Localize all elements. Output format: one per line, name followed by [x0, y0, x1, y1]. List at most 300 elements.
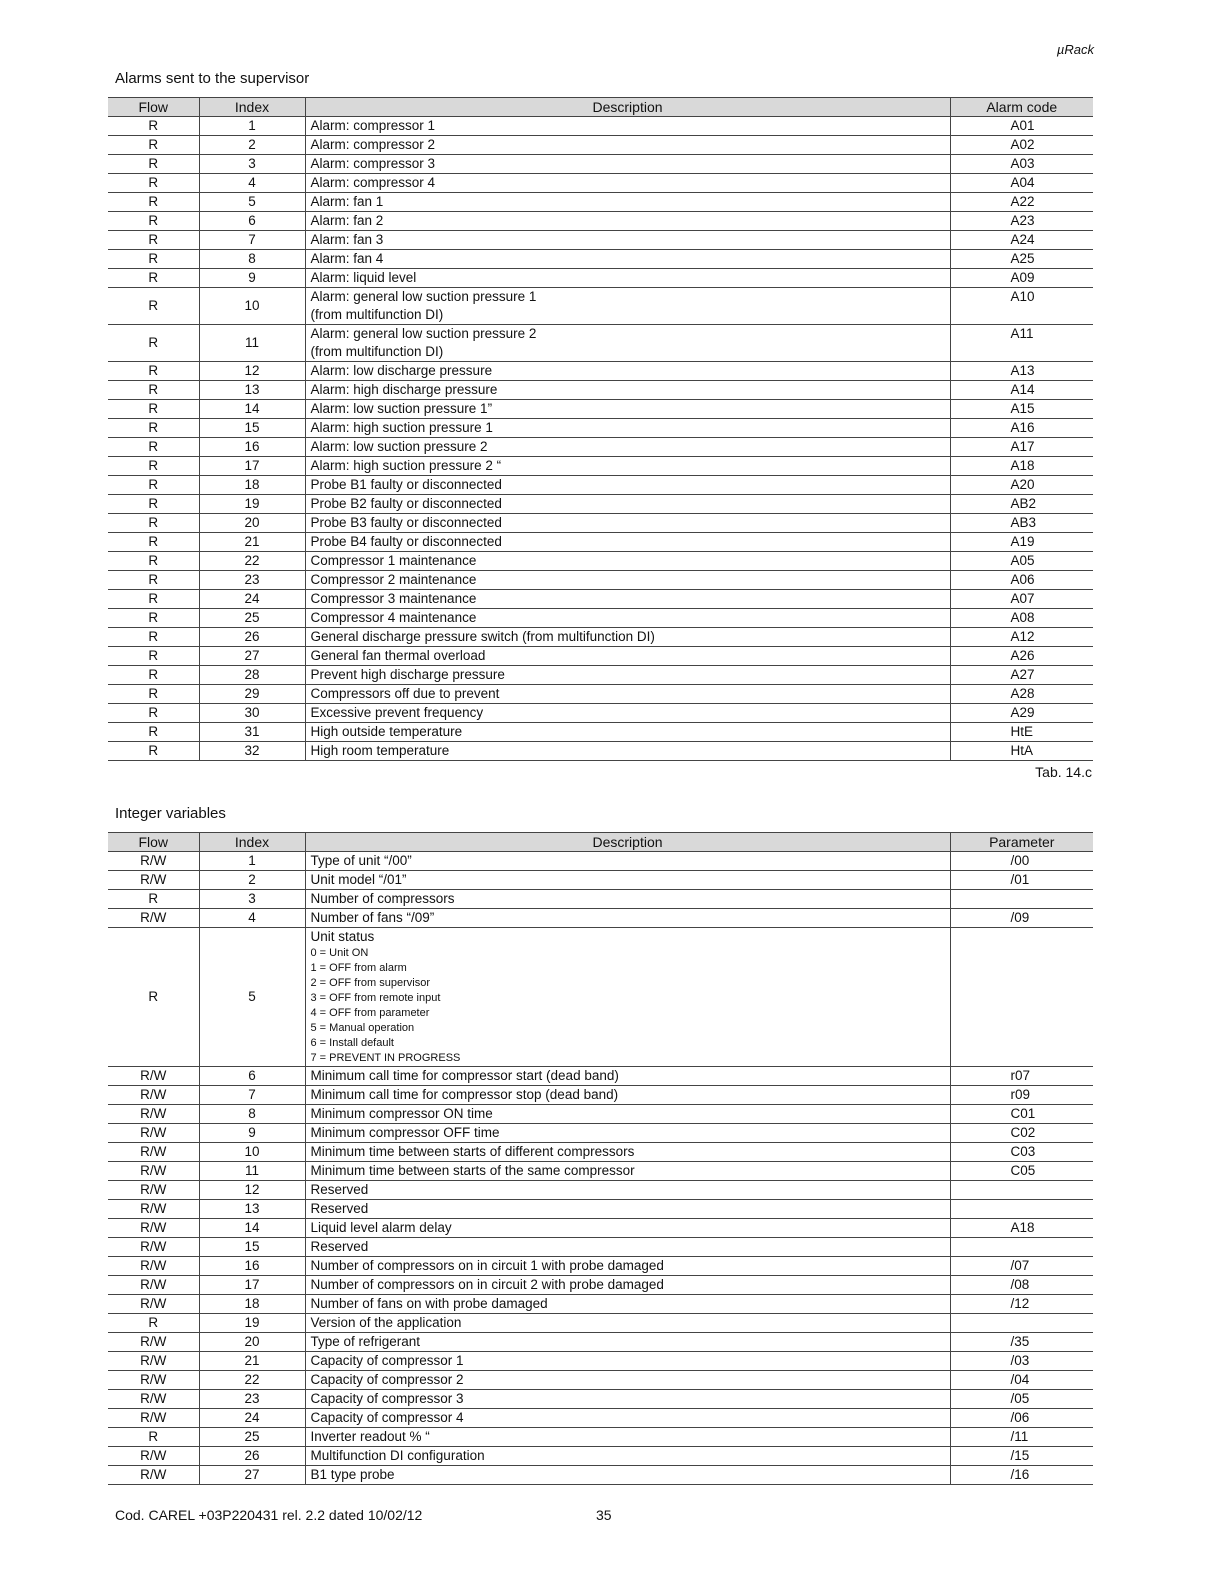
description-cell [305, 1162, 950, 1181]
description-line: Type of unit “/00” [310, 853, 412, 868]
description-line: Excessive prevent frequency [310, 705, 484, 720]
code-cell [950, 1314, 1093, 1333]
description-cell [305, 890, 950, 909]
flow-cell: R/W [108, 1371, 199, 1390]
flow-cell: R/W [108, 1466, 199, 1485]
description-cell [305, 476, 950, 495]
flow-cell: R/W [108, 1105, 199, 1124]
index-cell: 7 [199, 1086, 305, 1105]
table-row [108, 1295, 1093, 1314]
table-row [108, 1238, 1093, 1257]
table-row [108, 1143, 1093, 1162]
column-header-description: Description [305, 98, 950, 117]
table-row [108, 193, 1093, 212]
index-cell: 13 [199, 381, 305, 400]
code-cell [950, 890, 1093, 909]
description-cell [305, 1428, 950, 1447]
table-row [108, 438, 1093, 457]
description-line: Alarm: low discharge pressure [310, 363, 493, 378]
table-row [108, 909, 1093, 928]
column-header-alarm-code: Alarm code [950, 98, 1093, 117]
index-cell: 1 [199, 852, 305, 871]
table-row [108, 590, 1093, 609]
description-line: Reserved [310, 1239, 369, 1254]
index-cell: 26 [199, 1447, 305, 1466]
index-cell: 12 [199, 1181, 305, 1200]
flow-cell: R [108, 362, 199, 381]
description-cell [305, 1390, 950, 1409]
flow-cell: R/W [108, 1295, 199, 1314]
index-cell: 4 [199, 909, 305, 928]
index-cell: 13 [199, 1200, 305, 1219]
status-option: 3 = OFF from remote input [310, 992, 441, 1004]
code-cell: A02 [950, 136, 1093, 155]
flow-cell: R [108, 533, 199, 552]
code-cell: /35 [950, 1333, 1093, 1352]
description-line: Probe B4 faulty or disconnected [310, 534, 502, 549]
table-row [108, 288, 1093, 325]
description-line: Alarm: fan 1 [310, 194, 384, 209]
description-cell [305, 533, 950, 552]
flow-cell: R [108, 381, 199, 400]
flow-cell: R [108, 269, 199, 288]
table-row [108, 1428, 1093, 1447]
code-cell [950, 1181, 1093, 1200]
description-cell [305, 155, 950, 174]
description-line: Number of compressors on in circuit 1 with probe damaged [310, 1258, 664, 1273]
description-cell [305, 381, 950, 400]
table-row [108, 476, 1093, 495]
table-row [108, 325, 1093, 362]
description-line: Minimum time between starts of different compressors [310, 1144, 635, 1159]
index-cell: 11 [199, 325, 305, 362]
description-cell [305, 742, 950, 761]
description-cell [305, 1276, 950, 1295]
table-row [108, 1352, 1093, 1371]
index-cell: 25 [199, 1428, 305, 1447]
description-line: Alarm: general low suction pressure 1 [310, 289, 537, 304]
code-cell: A16 [950, 419, 1093, 438]
table-row [108, 1105, 1093, 1124]
description-line: High outside temperature [310, 724, 463, 739]
table-row [108, 250, 1093, 269]
flow-cell: R/W [108, 1067, 199, 1086]
description-line: Minimum compressor OFF time [310, 1125, 500, 1140]
index-cell: 14 [199, 1219, 305, 1238]
table-row [108, 571, 1093, 590]
code-cell: r07 [950, 1067, 1093, 1086]
table-row [108, 1067, 1093, 1086]
code-cell: A06 [950, 571, 1093, 590]
index-cell: 9 [199, 1124, 305, 1143]
description-line: Reserved [310, 1201, 369, 1216]
description-cell [305, 1238, 950, 1257]
description-line: Number of fans “/09” [310, 910, 435, 925]
alarms-header-row [108, 98, 1093, 117]
index-cell: 2 [199, 871, 305, 890]
flow-cell: R/W [108, 1333, 199, 1352]
description-line: Number of compressors on in circuit 2 with probe damaged [310, 1277, 664, 1292]
code-cell: /06 [950, 1409, 1093, 1428]
flow-cell: R [108, 628, 199, 647]
code-cell: /08 [950, 1276, 1093, 1295]
code-cell: AB3 [950, 514, 1093, 533]
description-line: Alarm: liquid level [310, 270, 417, 285]
description-cell [305, 1200, 950, 1219]
description-line: Liquid level alarm delay [310, 1220, 452, 1235]
flow-cell: R/W [108, 1124, 199, 1143]
description-line: Compressor 3 maintenance [310, 591, 477, 606]
description-cell [305, 1447, 950, 1466]
code-cell: /09 [950, 909, 1093, 928]
description-line: Alarm: high discharge pressure [310, 382, 498, 397]
description-line: (from multifunction DI) [310, 344, 444, 359]
table-row [108, 419, 1093, 438]
status-option: 5 = Manual operation [310, 1022, 415, 1034]
index-cell: 14 [199, 400, 305, 419]
description-cell [305, 174, 950, 193]
description-cell [305, 362, 950, 381]
code-cell: C02 [950, 1124, 1093, 1143]
table-row [108, 1314, 1093, 1333]
code-cell: C01 [950, 1105, 1093, 1124]
flow-cell: R [108, 155, 199, 174]
description-cell [305, 666, 950, 685]
description-cell [305, 136, 950, 155]
description-line: Probe B1 faulty or disconnected [310, 477, 502, 492]
code-cell: /01 [950, 871, 1093, 890]
flow-cell: R [108, 571, 199, 590]
code-cell: /07 [950, 1257, 1093, 1276]
code-cell: A29 [950, 704, 1093, 723]
index-cell: 22 [199, 552, 305, 571]
flow-cell: R [108, 1428, 199, 1447]
table-row [108, 1390, 1093, 1409]
description-line: Alarm: fan 2 [310, 213, 384, 228]
flow-cell: R/W [108, 1276, 199, 1295]
flow-cell: R [108, 685, 199, 704]
index-cell: 28 [199, 666, 305, 685]
description-cell [305, 1409, 950, 1428]
flow-cell: R [108, 742, 199, 761]
code-cell: A03 [950, 155, 1093, 174]
status-option: 0 = Unit ON [310, 947, 369, 959]
flow-cell: R/W [108, 1219, 199, 1238]
alarms-section-title: Alarms sent to the supervisor [115, 70, 310, 87]
column-header-flow: Flow [108, 833, 199, 852]
code-cell: A18 [950, 1219, 1093, 1238]
description-line: Compressor 2 maintenance [310, 572, 477, 587]
index-cell: 6 [199, 1067, 305, 1086]
table-row [108, 552, 1093, 571]
description-cell [305, 1105, 950, 1124]
code-cell: A04 [950, 174, 1093, 193]
code-cell: A14 [950, 381, 1093, 400]
flow-cell: R/W [108, 909, 199, 928]
flow-cell: R [108, 476, 199, 495]
description-cell [305, 419, 950, 438]
code-cell: /16 [950, 1466, 1093, 1485]
table-row [108, 890, 1093, 909]
flow-cell: R/W [108, 1143, 199, 1162]
flow-cell: R/W [108, 1238, 199, 1257]
table-row [108, 852, 1093, 871]
code-cell: A15 [950, 400, 1093, 419]
column-header-parameter: Parameter [950, 833, 1093, 852]
description-cell [305, 495, 950, 514]
index-cell: 15 [199, 419, 305, 438]
description-cell [305, 1352, 950, 1371]
description-line: Capacity of compressor 3 [310, 1391, 464, 1406]
code-cell: A13 [950, 362, 1093, 381]
code-cell: /03 [950, 1352, 1093, 1371]
code-cell: A12 [950, 628, 1093, 647]
table-row [108, 136, 1093, 155]
code-cell: C05 [950, 1162, 1093, 1181]
column-header-flow: Flow [108, 98, 199, 117]
index-cell: 19 [199, 1314, 305, 1333]
code-cell: C03 [950, 1143, 1093, 1162]
table-row [108, 928, 1093, 1067]
description-cell [305, 723, 950, 742]
code-cell: /05 [950, 1390, 1093, 1409]
code-cell: A05 [950, 552, 1093, 571]
description-cell [305, 1181, 950, 1200]
index-cell: 5 [199, 193, 305, 212]
table-row [108, 871, 1093, 890]
description-cell [305, 552, 950, 571]
status-option: 2 = OFF from supervisor [310, 977, 431, 989]
description-cell [305, 1371, 950, 1390]
code-cell: A01 [950, 117, 1093, 136]
page-number: 35 [596, 1507, 612, 1523]
description-cell [305, 609, 950, 628]
flow-cell: R/W [108, 1162, 199, 1181]
index-cell: 20 [199, 1333, 305, 1352]
description-line: Alarm: general low suction pressure 2 [310, 326, 537, 341]
table-row [108, 1371, 1093, 1390]
index-cell: 4 [199, 174, 305, 193]
table-row [108, 117, 1093, 136]
status-option: 7 = PREVENT IN PROGRESS [310, 1052, 461, 1064]
description-cell [305, 647, 950, 666]
description-cell [305, 212, 950, 231]
code-cell: A26 [950, 647, 1093, 666]
description-line: Minimum compressor ON time [310, 1106, 493, 1121]
flow-cell: R/W [108, 1257, 199, 1276]
description-cell [305, 871, 950, 890]
code-cell: /15 [950, 1447, 1093, 1466]
table-row [108, 628, 1093, 647]
code-cell: A23 [950, 212, 1093, 231]
description-cell [305, 590, 950, 609]
description-line: Compressors off due to prevent [310, 686, 500, 701]
description-line: Alarm: compressor 1 [310, 118, 436, 133]
description-line: Capacity of compressor 4 [310, 1410, 464, 1425]
description-cell [305, 704, 950, 723]
code-cell: A07 [950, 590, 1093, 609]
flow-cell: R [108, 288, 199, 325]
flow-cell: R [108, 647, 199, 666]
footer-code: Cod. CAREL +03P220431 rel. 2.2 dated 10/02/12 [115, 1507, 423, 1523]
flow-cell: R [108, 250, 199, 269]
description-cell [305, 250, 950, 269]
flow-cell: R [108, 1314, 199, 1333]
table-row [108, 1086, 1093, 1105]
description-cell [305, 438, 950, 457]
description-cell [305, 231, 950, 250]
table-row [108, 666, 1093, 685]
description-cell [305, 1314, 950, 1333]
index-cell: 1 [199, 117, 305, 136]
index-cell: 32 [199, 742, 305, 761]
index-cell: 21 [199, 1352, 305, 1371]
code-cell: A08 [950, 609, 1093, 628]
index-cell: 30 [199, 704, 305, 723]
integers-table [108, 832, 1093, 1485]
description-cell [305, 628, 950, 647]
index-cell: 11 [199, 1162, 305, 1181]
integers-header-row [108, 833, 1093, 852]
code-cell [950, 1200, 1093, 1219]
flow-cell: R/W [108, 1086, 199, 1105]
code-cell: r09 [950, 1086, 1093, 1105]
code-cell: AB2 [950, 495, 1093, 514]
table-row [108, 231, 1093, 250]
flow-cell: R [108, 212, 199, 231]
index-cell: 3 [199, 890, 305, 909]
flow-cell: R/W [108, 852, 199, 871]
flow-cell: R/W [108, 1390, 199, 1409]
description-line: Probe B2 faulty or disconnected [310, 496, 502, 511]
index-cell: 15 [199, 1238, 305, 1257]
description-line: General fan thermal overload [310, 648, 486, 663]
description-cell [305, 685, 950, 704]
table-row [108, 1466, 1093, 1485]
description-cell [305, 457, 950, 476]
index-cell: 12 [199, 362, 305, 381]
flow-cell: R/W [108, 871, 199, 890]
flow-cell: R [108, 419, 199, 438]
index-cell: 27 [199, 1466, 305, 1485]
status-option: 6 = Install default [310, 1037, 394, 1049]
index-cell: 24 [199, 590, 305, 609]
description-line: Compressor 4 maintenance [310, 610, 477, 625]
table-row [108, 1276, 1093, 1295]
code-cell: A22 [950, 193, 1093, 212]
description-cell [305, 1086, 950, 1105]
description-line: Unit model “/01” [310, 872, 407, 887]
flow-cell: R/W [108, 1181, 199, 1200]
table-row [108, 742, 1093, 761]
flow-cell: R [108, 609, 199, 628]
index-cell: 9 [199, 269, 305, 288]
status-option: 4 = OFF from parameter [310, 1007, 430, 1019]
description-cell [305, 1219, 950, 1238]
table-row [108, 723, 1093, 742]
description-line: Alarm: fan 3 [310, 232, 384, 247]
description-line: Alarm: high suction pressure 1 [310, 420, 493, 435]
column-header-description: Description [305, 833, 950, 852]
index-cell: 6 [199, 212, 305, 231]
code-cell: HtE [950, 723, 1093, 742]
description-line: Minimum call time for compressor stop (dead band) [310, 1087, 619, 1102]
table-row [108, 381, 1093, 400]
table-row [108, 533, 1093, 552]
description-line: Alarm: low suction pressure 2 [310, 439, 488, 454]
flow-cell: R [108, 666, 199, 685]
flow-cell: R [108, 117, 199, 136]
description-line: Unit status [310, 929, 375, 944]
description-line: Compressor 1 maintenance [310, 553, 477, 568]
description-cell [305, 400, 950, 419]
code-cell: A11 [950, 325, 1093, 362]
description-line: Version of the application [310, 1315, 462, 1330]
description-line: Alarm: compressor 3 [310, 156, 436, 171]
code-cell: /00 [950, 852, 1093, 871]
index-cell: 18 [199, 1295, 305, 1314]
flow-cell: R [108, 495, 199, 514]
index-cell: 23 [199, 1390, 305, 1409]
index-cell: 21 [199, 533, 305, 552]
flow-cell: R [108, 400, 199, 419]
code-cell: /11 [950, 1428, 1093, 1447]
index-cell: 7 [199, 231, 305, 250]
description-line: Alarm: low suction pressure 1” [310, 401, 493, 416]
description-cell [305, 1143, 950, 1162]
code-cell [950, 1238, 1093, 1257]
description-line: High room temperature [310, 743, 450, 758]
flow-cell: R [108, 514, 199, 533]
description-line: (from multifunction DI) [310, 307, 444, 322]
flow-cell: R [108, 704, 199, 723]
flow-cell: R/W [108, 1447, 199, 1466]
status-option: 1 = OFF from alarm [310, 962, 407, 974]
index-cell: 26 [199, 628, 305, 647]
flow-cell: R [108, 552, 199, 571]
index-cell: 17 [199, 1276, 305, 1295]
description-line: Number of fans on with probe damaged [310, 1296, 548, 1311]
description-line: Capacity of compressor 1 [310, 1353, 464, 1368]
table-row [108, 269, 1093, 288]
description-cell [305, 928, 950, 1067]
code-cell: /12 [950, 1295, 1093, 1314]
table-row [108, 457, 1093, 476]
table-row [108, 362, 1093, 381]
table-row [108, 400, 1093, 419]
code-cell: A18 [950, 457, 1093, 476]
table-reference: Tab. 14.c [1035, 764, 1092, 780]
code-cell: A20 [950, 476, 1093, 495]
flow-cell: R [108, 438, 199, 457]
table-row [108, 1447, 1093, 1466]
index-cell: 3 [199, 155, 305, 174]
code-cell: A27 [950, 666, 1093, 685]
index-cell: 5 [199, 928, 305, 1067]
column-header-index: Index [199, 833, 305, 852]
table-row [108, 647, 1093, 666]
code-cell: A17 [950, 438, 1093, 457]
table-row [108, 155, 1093, 174]
flow-cell: R [108, 174, 199, 193]
flow-cell: R [108, 590, 199, 609]
description-cell [305, 193, 950, 212]
description-line: Minimum call time for compressor start (dead band) [310, 1068, 619, 1083]
description-cell [305, 1124, 950, 1143]
flow-cell: R [108, 136, 199, 155]
flow-cell: R [108, 928, 199, 1067]
alarms-table [108, 97, 1093, 761]
